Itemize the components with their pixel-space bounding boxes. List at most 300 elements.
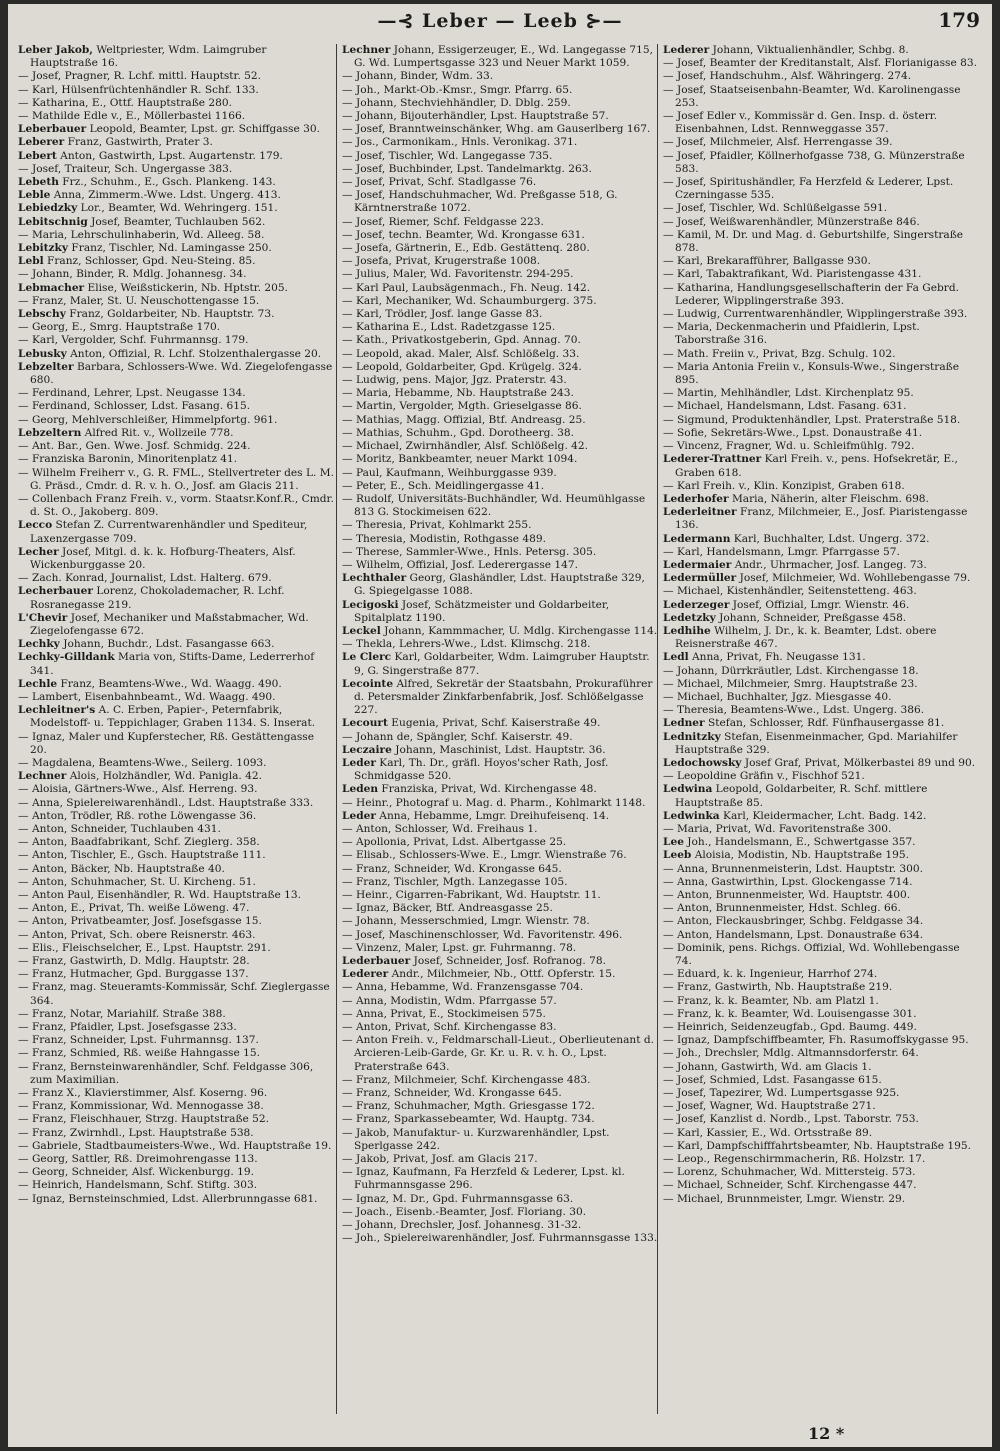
entry-details: — Ignaz, M. Dr., Gpd. Fuhrmannsgasse 63. — [342, 1192, 574, 1205]
entry-details: — Sigmund, Produktenhändler, Lpst. Praterstraße 518. — [663, 413, 961, 426]
directory-entry — [18, 981, 334, 1007]
entry-details: — Julius, Maler, Wd. Favoritenstr. 294-295. — [342, 268, 574, 281]
directory-entry — [342, 308, 658, 321]
directory-entry — [18, 44, 334, 70]
entry-details: — Moritz, Bankbeamter, neuer Markt 1094. — [342, 453, 578, 466]
entry-surname: Leber Jakob, — [18, 44, 93, 56]
directory-entry — [18, 97, 334, 110]
directory-entry — [18, 334, 334, 347]
entry-details: — Josef, techn. Beamter, Wd. Krongasse 631. — [342, 228, 585, 241]
directory-entry — [342, 849, 658, 862]
directory-entry — [342, 123, 658, 136]
entry-details: Frz., Schuhm., E., Gsch. Plankeng. 143. — [58, 176, 276, 189]
directory-entry — [663, 1034, 979, 1047]
directory-entry — [18, 783, 334, 796]
entry-details: — Georg, Sattler, Rß. Dreimohrengasse 113. — [18, 1153, 258, 1166]
directory-entry — [18, 242, 334, 255]
entry-details: Maria von, Stifts-Dame, Lederrerhof 341. — [30, 651, 315, 677]
entry-details: Anna, Zimmerm.-Wwe. Ldst. Ungerg. 413. — [50, 189, 281, 202]
directory-entry — [18, 731, 334, 757]
entry-details: — Johann, Binder, Wdm. 33. — [342, 70, 494, 83]
entry-details: Johann, Kammmacher, U. Mdlg. Kirchengasse 114. — [380, 624, 658, 637]
entry-details: — Anton, Schuhmacher, St. U. Kircheng. 51. — [18, 875, 256, 888]
page-number: 179 — [938, 8, 980, 32]
entry-details: — Ignaz, Bernsteinschmied, Ldst. Allerbrunngasse 681. — [18, 1192, 318, 1205]
directory-entry — [342, 1193, 658, 1206]
directory-entry — [663, 400, 979, 413]
entry-details: Andr., Uhrmacher, Josf. Langeg. 73. — [731, 558, 927, 571]
directory-entry — [342, 1074, 658, 1087]
entry-details: — Ignaz, Dampfschiffbeamter, Fh. Rasumoffskygasse 95. — [663, 1034, 969, 1047]
entry-details: — Anna, Modistin, Wdm. Pfarrgasse 57. — [342, 994, 557, 1007]
entry-details: — Anton, Privat, Sch. obere Reisnerstr. 463. — [18, 928, 256, 941]
entry-details: — Michael, Brunnmeister, Lmgr. Wienstr. 29. — [663, 1192, 906, 1205]
directory-entry — [342, 110, 658, 123]
directory-entry — [342, 1021, 658, 1034]
entry-details: — Franz, Gastwirth, D. Mdlg. Hauptstr. 28. — [18, 955, 250, 968]
directory-entry — [18, 797, 334, 810]
entry-details: — Wilhelm Freiherr v., G. R. FML., Stellvertreter des L. M. G. Präsd., Cmdr. d. R. v. h. O., Josf. am Glacis 211. — [18, 466, 334, 492]
directory-entry — [342, 136, 658, 149]
entry-details: — Josef, Riemer, Schf. Feldgasse 223. — [342, 215, 544, 228]
entry-details: — Joh., Spielereiwarenhändler, Josf. Fuhrmannsgasse 133. — [342, 1232, 658, 1245]
directory-entry — [663, 599, 979, 612]
directory-entry — [342, 929, 658, 942]
directory-entry — [18, 150, 334, 163]
entry-details: — Josef, Kanzlist d. Nordb., Lpst. Taborstr. 753. — [663, 1113, 919, 1126]
entry-surname: Lederer-Trattner — [663, 453, 762, 466]
entry-details: — Jakob, Manufaktur- u. Kurzwarenhändler, Lpst. Sperlgasse 242. — [342, 1126, 610, 1152]
directory-entry — [663, 110, 979, 136]
entry-details: — Joh., Markt-Ob.-Kmsr., Smgr. Pfarrg. 65. — [342, 83, 573, 96]
directory-entry — [663, 44, 979, 57]
entry-surname: Lechle — [18, 677, 58, 690]
entry-details: — Johann, Bijouterhändler, Lpst. Hauptstraße 57. — [342, 110, 609, 123]
directory-entry — [18, 123, 334, 136]
directory-entry — [342, 427, 658, 440]
directory-entry — [18, 955, 334, 968]
entry-details: — Josefa, Privat, Krugerstraße 1008. — [342, 255, 541, 268]
directory-entry — [342, 1219, 658, 1232]
directory-entry — [663, 1127, 979, 1140]
directory-entry — [342, 1153, 658, 1166]
directory-entry — [18, 189, 334, 202]
entry-details: — Maria, Privat, Wd. Favoritenstraße 300. — [663, 822, 892, 835]
entry-details: Wilhelm, J. Dr., k. k. Beamter, Ldst. obere Reisnerstraße 467. — [675, 624, 937, 651]
entry-surname: Leczaire — [342, 743, 392, 756]
entry-details: — Anton, Handelsmann, Lpst. Donaustraße 634. — [663, 928, 924, 941]
entry-details: Anna, Privat, Fh. Neugasse 131. — [688, 651, 866, 664]
directory-entry — [18, 1113, 334, 1126]
entry-details: Elise, Weißstickerin, Nb. Hptstr. 205. — [84, 281, 288, 294]
directory-entry — [663, 533, 979, 546]
entry-details: Georg, Glashändler, Ldst. Hauptstraße 329, G. Spiegelgasse 1088. — [354, 572, 645, 598]
directory-entry — [18, 255, 334, 268]
entry-details: — Thekla, Lehrers-Wwe., Ldst. Klimschg. 218. — [342, 638, 591, 651]
entry-details: — Anna, Brunnenmeisterin, Ldst. Hauptstr. 300. — [663, 862, 923, 875]
directory-entry — [342, 546, 658, 559]
directory-entry — [18, 361, 334, 387]
directory-entry — [342, 678, 658, 718]
directory-entry — [342, 942, 658, 955]
entry-details: — Anna, Gastwirthin, Lpst. Glockengasse 714. — [663, 875, 913, 888]
directory-entry — [663, 255, 979, 268]
directory-entry — [342, 1008, 658, 1021]
directory-entry — [18, 1008, 334, 1021]
directory-entry — [663, 150, 979, 176]
entry-details: Josef, Offizial, Lmgr. Wienstr. 46. — [729, 598, 910, 611]
entry-details: — Vincenz, Fragner, Wd. u. Schleifmühlg. 792. — [663, 440, 915, 453]
entry-details: — Heinr., Cigarren-Fabrikant, Wd. Hauptstr. 11. — [342, 889, 601, 901]
entry-surname: Leeb — [663, 849, 692, 862]
directory-entry — [342, 414, 658, 427]
directory-entry — [663, 1166, 979, 1179]
directory-entry — [342, 519, 658, 532]
directory-entry — [342, 995, 658, 1008]
entry-details: — Ignaz, Bäcker, Btf. Andreasgasse 25. — [342, 902, 553, 915]
entry-details: — Mathilde Edle v., E., Möllerbastei 1166. — [18, 110, 246, 123]
entry-surname: Ledermüller — [663, 572, 737, 585]
entry-surname: Lednitzky — [663, 730, 721, 743]
directory-entry — [18, 387, 334, 400]
entry-details: — Maria, Hebamme, Nb. Hauptstraße 243. — [342, 387, 574, 400]
entry-details: — Josef, Pragner, R. Lchf. mittl. Hauptstr. 52. — [18, 70, 262, 83]
directory-entry — [663, 57, 979, 70]
directory-entry — [342, 810, 658, 823]
entry-details: — Josef, Schmied, Ldst. Fasangasse 615. — [663, 1073, 882, 1086]
entry-details: — Kath., Privatkostgeberin, Gpd. Annag. 70. — [342, 334, 581, 347]
directory-entry — [663, 1087, 979, 1100]
directory-entry — [663, 691, 979, 704]
entry-details: Leopold, Beamter, Lpst. gr. Schiffgasse 30. — [86, 123, 320, 136]
directory-entry — [342, 638, 658, 651]
directory-entry — [18, 229, 334, 242]
entry-details: — Maria, Deckenmacherin und Pfaidlerin, Lpst. Taborstraße 316. — [663, 321, 920, 347]
entry-details: Joh., Handelsmann, E., Schwertgasse 357. — [683, 836, 916, 849]
directory-entry — [342, 823, 658, 836]
entry-surname: Ledwinka — [663, 809, 720, 822]
directory-entry — [663, 585, 979, 598]
directory-entry — [18, 110, 334, 123]
directory-entry — [18, 691, 334, 704]
entry-surname: Lebmacher — [18, 281, 85, 294]
directory-entry — [342, 480, 658, 493]
directory-entry — [18, 585, 334, 611]
entry-details: — Heinrich, Seidenzeugfab., Gpd. Baumg. 449. — [663, 1021, 917, 1034]
directory-entry — [18, 1166, 334, 1179]
entry-details: Karl Freih. v., pens. Hofsekretär, E., Graben 618. — [675, 453, 958, 479]
entry-details: — Magdalena, Beamtens-Wwe., Seilerg. 1093. — [18, 756, 267, 769]
entry-details: — Josef, Branntweinschänker, Whg. am Gauserlberg 167. — [342, 123, 651, 136]
entry-details: Lorenz, Chokolademacher, R. Lchf. Rosranegasse 219. — [30, 585, 285, 611]
directory-entry — [18, 770, 334, 783]
entry-surname: Leder — [342, 756, 376, 769]
directory-entry — [663, 1100, 979, 1113]
directory-entry — [342, 387, 658, 400]
directory-entry — [342, 348, 658, 361]
entry-surname: Lechner — [18, 770, 67, 783]
entry-details: — Anton, Privat, Schf. Kirchengasse 83. — [342, 1021, 557, 1034]
entry-details: — Anna, Hebamme, Wd. Franzensgasse 704. — [342, 981, 584, 994]
entry-details: — Theresia, Modistin, Rothgasse 489. — [342, 532, 546, 545]
entry-details: — Michael, Milchmeier, Smrg. Hauptstraße 23. — [663, 677, 918, 690]
directory-entry — [18, 84, 334, 97]
directory-entry — [18, 321, 334, 334]
directory-entry — [663, 1140, 979, 1153]
entry-details: — Peter, E., Sch. Meidlingergasse 41. — [342, 479, 545, 492]
directory-entry — [663, 849, 979, 862]
directory-entry — [663, 176, 979, 202]
directory-entry — [663, 863, 979, 876]
entry-details: — Franz, Pfaidler, Lpst. Josefsgasse 233. — [18, 1021, 237, 1034]
entry-surname: Leble — [18, 189, 51, 202]
directory-entry — [342, 533, 658, 546]
entry-details: — Josef, Milchmeier, Alsf. Herrengasse 39. — [663, 136, 893, 149]
directory-entry — [663, 757, 979, 770]
entry-details: — Karl, Hülsenfrüchtenhändler R. Schf. 133. — [18, 83, 259, 96]
directory-entry — [18, 268, 334, 281]
entry-details: — Franz, Bernsteinwarenhändler, Schf. Feldgasse 306, zum Maximilian. — [18, 1060, 314, 1086]
entry-details: — Josef, Beamter der Kreditanstalt, Alsf. Florianigasse 83. — [663, 57, 977, 70]
directory-entry — [342, 84, 658, 97]
directory-entry — [342, 1113, 658, 1126]
directory-entry — [663, 1193, 979, 1206]
entry-details: — Ludwig, Currentwarenhändler, Wipplingerstraße 393. — [663, 308, 968, 321]
entry-details: Johann, Maschinist, Ldst. Hauptstr. 36. — [391, 743, 606, 756]
directory-entry — [18, 836, 334, 849]
entry-details: — Leopold, Goldarbeiter, Gpd. Krügelg. 324. — [342, 360, 582, 373]
entry-details: — Martin, Mehlhändler, Ldst. Kirchenplatz 95. — [663, 387, 914, 400]
entry-details: A. C. Erben, Papier-, Peternfabrik, Modelstoff- u. Teppichlager, Graben 1134. S. Inserat. — [30, 704, 316, 730]
directory-entry — [18, 202, 334, 215]
entry-details: — Heinrich, Handelsmann, Schf. Stiftg. 303. — [18, 1179, 258, 1192]
directory-entry — [663, 427, 979, 440]
directory-entry — [18, 348, 334, 361]
directory-entry — [18, 1127, 334, 1140]
entry-details: — Franz, Milchmeier, Schf. Kirchengasse 483. — [342, 1073, 591, 1086]
entry-details: — Josef, Traiteur, Sch. Ungergasse 383. — [18, 162, 233, 175]
entry-details: Josef, Mechaniker und Maßstabmacher, Wd. Ziegelofengasse 672. — [30, 611, 309, 637]
entry-details: — Anton, E., Privat, Th. weiße Löweng. 47. — [18, 902, 250, 915]
directory-entry — [663, 823, 979, 836]
entry-details: — Vinzenz, Maler, Lpst. gr. Fuhrmanng. 78. — [342, 941, 577, 954]
directory-entry — [663, 968, 979, 981]
entry-details: — Josef, Spiritushändler, Fa Herzfeld & Lederer, Lpst. Czerningasse 535. — [663, 176, 954, 202]
entry-details: — Johann, Dürrkräutler, Ldst. Kirchengasse 18. — [663, 664, 919, 677]
entry-details: — Lambert, Eisenbahnbeamt., Wd. Waagg. 490. — [18, 690, 276, 703]
entry-details: — Michael, Schneider, Schf. Kirchengasse 447. — [663, 1179, 917, 1192]
entry-details: — Ignaz, Kaufmann, Fa Herzfeld & Lederer, Lpst. kl. Fuhrmannsgasse 296. — [342, 1166, 625, 1192]
entry-details: — Franz, Hutmacher, Gpd. Burggasse 137. — [18, 968, 249, 981]
entry-details: — Karl, Kassier, E., Wd. Ortsstraße 89. — [663, 1126, 873, 1139]
directory-entry — [663, 361, 979, 387]
entry-details: Franz, Milchmeier, E., Josf. Piaristengasse 136. — [675, 506, 968, 532]
entry-details: — Anna, Spielereiwarenhändl., Ldst. Hauptstraße 333. — [18, 796, 314, 809]
entry-details: — Aloisia, Gärtners-Wwe., Alsf. Herreng. 93. — [18, 783, 258, 796]
entry-details: Johann, Viktualienhändler, Schbg. 8. — [709, 44, 909, 56]
directory-entry — [663, 559, 979, 572]
directory-entry — [18, 612, 334, 638]
entry-details: — Franz, k. k. Beamter, Wd. Louisengasse 301. — [663, 1007, 917, 1020]
entry-details: — Josef, Pfaidler, Köllnerhofgasse 738, G. Münzerstraße 583. — [663, 149, 965, 175]
entry-details: Josef, Schätzmeister und Goldarbeiter, Spitalplatz 1190. — [354, 598, 610, 624]
entry-surname: Lebert — [18, 149, 57, 162]
entry-details: — Ant. Bar., Gen. Wwe. Josf. Schmidg. 224. — [18, 440, 251, 453]
entry-details: — Martin, Vergolder, Mgth. Grieselgasse 86. — [342, 400, 582, 413]
entry-details: Anton, Offizial, R. Lchf. Stolzenthalergasse 20. — [66, 347, 322, 360]
entry-details: — Katharina, Handlungsgesellschafterin der Fa Gebrd. Lederer, Wipplingerstraße 393. — [663, 281, 959, 307]
entry-surname: Lebitschnig — [18, 215, 88, 228]
entry-details: — Karl Paul, Laubsägenmach., Fh. Neug. 142. — [342, 281, 591, 294]
directory-entry — [18, 572, 334, 585]
entry-details: — Leop., Regenschirmmacherin, Rß. Holzstr. 17. — [663, 1153, 926, 1166]
directory-entry — [18, 136, 334, 149]
entry-surname: Lebl — [18, 255, 44, 268]
column-divider — [657, 44, 658, 1414]
entry-details: — Michael, Zwirnhändler, Alsf. Schlößelg. 42. — [342, 440, 589, 453]
entry-details: Johann, Buchdr., Ldst. Fasangasse 663. — [59, 638, 275, 651]
entry-surname: Ledl — [663, 651, 689, 664]
entry-details: — Josef, Tapezirer, Wd. Lumpertsgasse 925. — [663, 1087, 900, 1100]
directory-entry — [342, 651, 658, 677]
entry-details: — Paul, Kaufmann, Weihburggasse 939. — [342, 466, 557, 479]
directory-entry — [18, 823, 334, 836]
entry-details: — Maria, Lehrschulinhaberin, Wd. Alleeg. 58. — [18, 228, 265, 241]
directory-entry — [663, 136, 979, 149]
entry-details: — Ludwig, pens. Major, Jgz. Praterstr. 43. — [342, 374, 567, 387]
directory-entry — [18, 638, 334, 651]
entry-details: — Anton Freih. v., Feldmarschall-Lieut., Oberlieutenant d. Arcieren-Leib-Garde, Gr. Kr. u. R. v. h. O., Lpst. Praterstraße 643. — [342, 1034, 655, 1073]
directory-entry — [342, 493, 658, 519]
directory-entry — [18, 1193, 334, 1206]
directory-entry — [663, 480, 979, 493]
directory-entry — [342, 1034, 658, 1074]
entry-details: — Franz X., Klavierstimmer, Alsf. Koserng. 96. — [18, 1087, 268, 1100]
entry-details: — Elisab., Schlossers-Wwe. E., Lmgr. Wienstraße 76. — [342, 849, 627, 862]
entry-details: Stefan, Eisenmeinmacher, Gpd. Mariahilfer Hauptstraße 329. — [675, 730, 958, 756]
directory-entry — [342, 915, 658, 928]
entry-surname: Lebitzky — [18, 242, 69, 255]
directory-entry — [18, 1087, 334, 1100]
entry-details: Franziska, Privat, Wd. Kirchengasse 48. — [378, 783, 597, 796]
entry-details: — Eduard, k. k. Ingenieur, Harrhof 274. — [663, 968, 878, 981]
entry-details: Josef, Milchmeier, Wd. Wohllebengasse 79. — [736, 572, 971, 585]
directory-entry — [663, 1047, 979, 1060]
entry-surname: Leder — [342, 809, 376, 822]
directory-entry — [663, 70, 979, 83]
entry-details: — Leopold, akad. Maler, Alsf. Schlößelg. 33. — [342, 347, 580, 360]
directory-entry — [663, 216, 979, 229]
entry-surname: Lederzeger — [663, 598, 730, 611]
entry-surname: Ledermaier — [663, 558, 732, 571]
directory-entry — [342, 981, 658, 994]
directory-entry — [18, 810, 334, 823]
directory-entry — [663, 506, 979, 532]
entry-surname: Lechleitner's — [18, 704, 96, 717]
entry-surname: Lecco — [18, 519, 53, 532]
directory-entry — [663, 810, 979, 823]
entry-details: — Sofie, Sekretärs-Wwe., Lpst. Donaustraße 41. — [663, 426, 923, 439]
directory-entry — [18, 1034, 334, 1047]
directory-entry — [342, 440, 658, 453]
directory-entry — [342, 757, 658, 783]
directory-entry — [663, 915, 979, 928]
directory-entry — [18, 704, 334, 730]
directory-entry — [342, 361, 658, 374]
directory-entry — [18, 678, 334, 691]
entry-details: — Josef, Handschuhm., Alsf. Währingerg. 274. — [663, 70, 912, 83]
entry-details: Anna, Hebamme, Lmgr. Dreihufeisenq. 14. — [375, 809, 610, 822]
entry-surname: Lecher — [18, 545, 59, 558]
entry-details: — Franz, Kommissionar, Wd. Mennogasse 38. — [18, 1100, 264, 1113]
directory-entry — [342, 797, 658, 810]
entry-details: — Elis., Fleischselcher, E., Lpst. Hauptstr. 291. — [18, 941, 271, 954]
entry-details: — Josef, Tischler, Wd. Schlüßelgasse 591. — [663, 202, 888, 215]
entry-surname: Lebzelter — [18, 360, 74, 373]
entry-details: — Johann, Stechviehhändler, D. Dblg. 259. — [342, 96, 571, 109]
entry-details: — Zach. Konrad, Journalist, Ldst. Halterg. 679. — [18, 572, 272, 585]
directory-entry — [663, 929, 979, 942]
directory-entry — [342, 1166, 658, 1192]
entry-details: — Anna, Privat, E., Stockimeisen 575. — [342, 1007, 546, 1020]
column-divider — [336, 44, 337, 1414]
directory-entry — [663, 387, 979, 400]
directory-entry — [663, 902, 979, 915]
entry-surname: Lechthaler — [342, 572, 407, 585]
entry-details: — Franz, Zwirnhdl., Lpst. Hauptstraße 538. — [18, 1126, 254, 1139]
entry-details: Maria, Näherin, alter Fleischm. 698. — [728, 492, 929, 505]
directory-entry — [342, 744, 658, 757]
directory-entry — [663, 612, 979, 625]
entry-surname: Lecointe — [342, 677, 394, 690]
entry-details: Josef, Schneider, Josf. Rofranog. 78. — [410, 955, 606, 968]
directory-entry — [18, 546, 334, 572]
entry-details: — Karl, Trödler, Josf. lange Gasse 83. — [342, 308, 543, 321]
directory-entry — [663, 1179, 979, 1192]
directory-entry — [342, 255, 658, 268]
directory-entry — [342, 268, 658, 281]
entry-details: Johann, Schneider, Preßgasse 458. — [715, 611, 907, 624]
directory-entry — [342, 717, 658, 730]
entry-surname: L'Chevir — [18, 611, 68, 624]
entry-details: Franz, Gastwirth, Prater 3. — [64, 136, 213, 149]
directory-entry — [18, 942, 334, 955]
entry-details: — Joach., Eisenb.-Beamter, Josf. Floriang. 30. — [342, 1205, 587, 1218]
entry-details: — Franz, Gastwirth, Nb. Hauptstraße 219. — [663, 981, 893, 994]
directory-entry — [18, 453, 334, 466]
entry-surname: Lebzeltern — [18, 426, 82, 439]
entry-details: Andr., Milchmeier, Nb., Ottf. Opferstr. 15. — [388, 968, 616, 981]
entry-details: — Anton, Tischler, E., Gsch. Hauptstraße 111. — [18, 849, 266, 862]
entry-details: — Kamil, M. Dr. und Mag. d. Geburtshilfe, Singerstraße 878. — [663, 228, 964, 255]
entry-details: Aloisia, Modistin, Nb. Hauptstraße 195. — [691, 849, 910, 862]
directory-entry — [663, 717, 979, 730]
entry-details: — Anton, Bäcker, Nb. Hauptstraße 40. — [18, 862, 225, 875]
entry-surname: Lederleitner — [663, 506, 737, 519]
entry-details: Josef, Mitgl. d. k. k. Hofburg-Theaters, Alsf. Wickenburggasse 20. — [30, 545, 296, 571]
page-header — [8, 8, 992, 34]
entry-surname: Ledhihe — [663, 624, 711, 637]
entry-details: — Franz, Maler, St. U. Neuschottengasse 15. — [18, 294, 260, 307]
entry-details: — Josef, Buchbinder, Lpst. Tandelmarktg. 263. — [342, 162, 592, 175]
entry-details: Alfred, Sekretär der Staatsbahn, Prokuraführer d. Petersmalder Zinkfarbenfabrik, Josf. Schlößelgasse 227. — [354, 677, 653, 717]
directory-entry — [663, 1061, 979, 1074]
directory-entry — [663, 440, 979, 453]
entry-details: — Georg, E., Smrg. Hauptstraße 170. — [18, 321, 221, 334]
column-left — [18, 44, 334, 1424]
directory-entry — [342, 968, 658, 981]
entry-details: Weltpriester, Wdm. Laimgruber Hauptstraße 16. — [30, 44, 267, 70]
